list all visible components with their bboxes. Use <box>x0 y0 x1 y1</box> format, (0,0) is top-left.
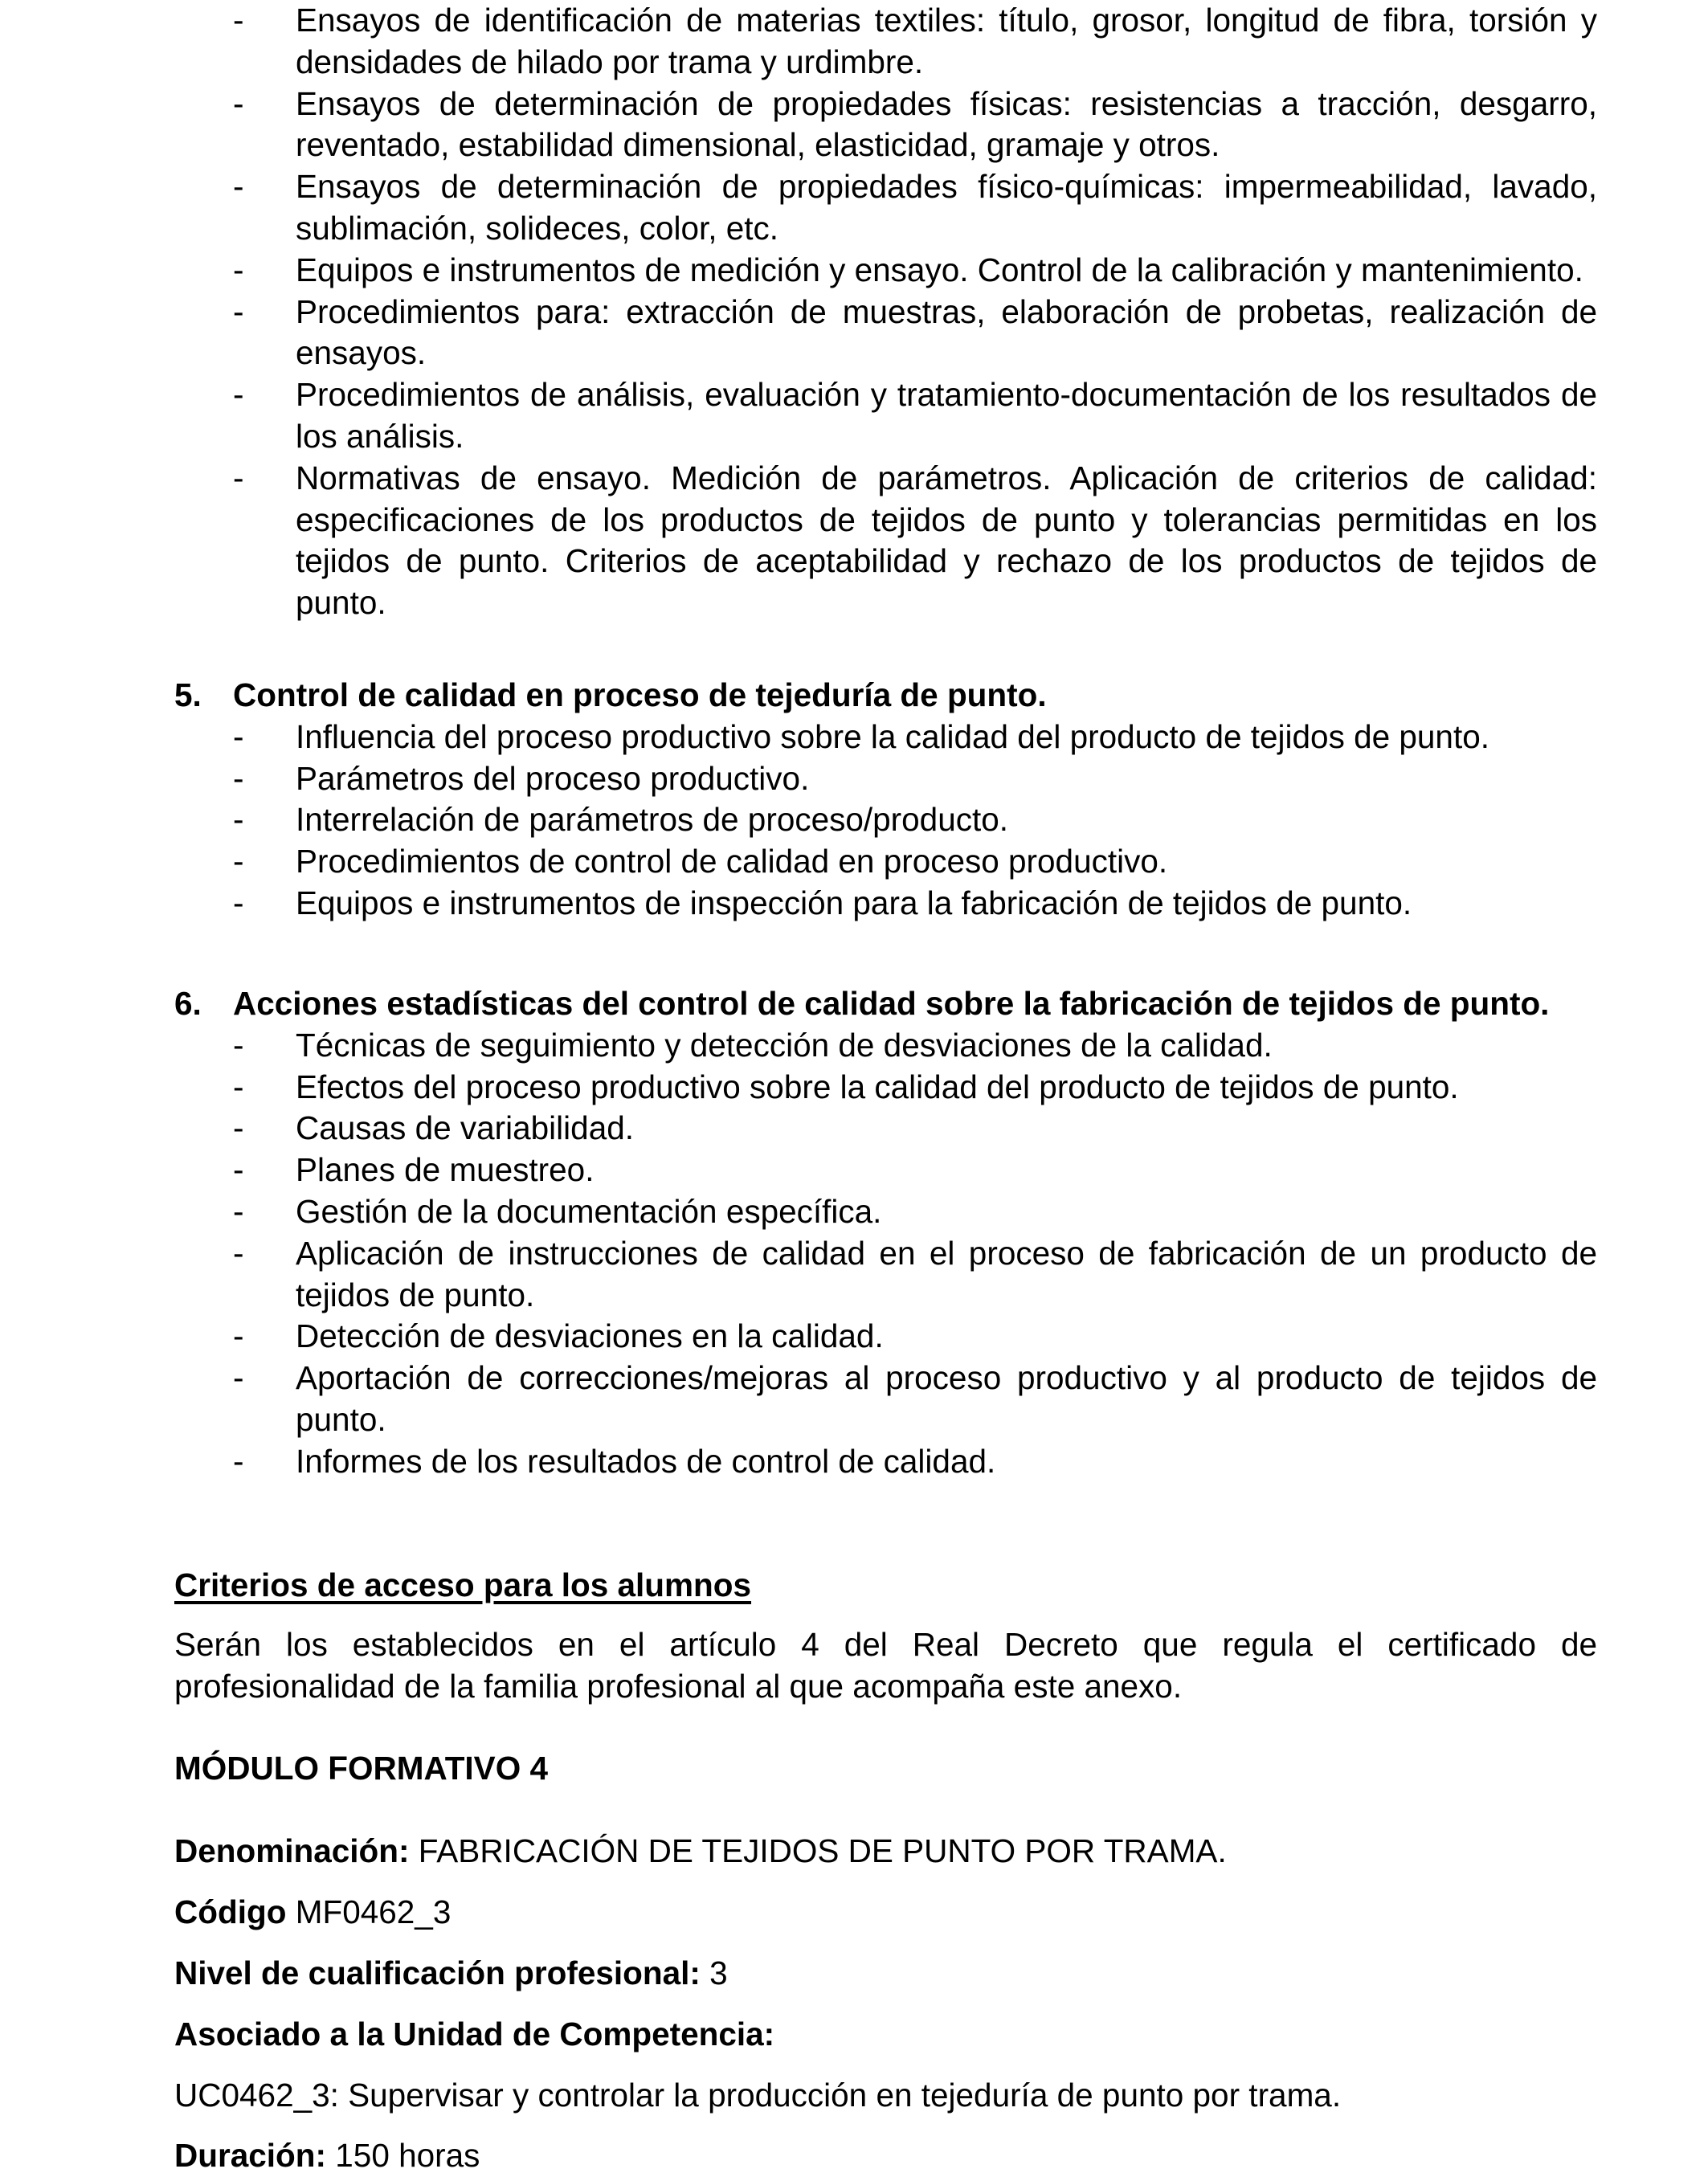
codigo-line: Código MF0462_3 <box>174 1893 452 1930</box>
list-item: - Informes de los resultados de control de calidad. <box>233 1442 996 1480</box>
list-item: - Técnicas de seguimiento y detección de desviaciones de la calidad. <box>233 1026 1273 1064</box>
list-item: - Planes de muestreo. <box>233 1151 595 1189</box>
section5-title: 5. Control de calidad en proceso de tejeduría de punto. <box>174 676 1047 713</box>
list-item: - Gestión de la documentación específica. <box>233 1192 882 1230</box>
list-item: - Detección de desviaciones en la calidad. <box>233 1317 884 1355</box>
list-item: - Ensayos de determinación de propiedades físico-químicas: impermeabilidad, lavado, sublimación, solideces, color, etc. <box>233 168 1597 247</box>
list-item: - Influencia del proceso productivo sobre la calidad del producto de tejidos de punto. <box>233 717 1489 755</box>
list-item: - Parámetros del proceso productivo. <box>233 759 810 797</box>
section6 <box>0 983 1597 1483</box>
list-item: - Procedimientos para: extracción de muestras, elaboración de probetas, realización de ensayos. <box>233 292 1597 372</box>
list-item: - Normativas de ensayo. Medición de parámetros. Aplicación de criterios de calidad: especificaciones de los productos de tejidos de punto y tolerancias permitidas en los tejidos de punto. Criterios de aceptabilidad y rechazo de los productos de tejidos de punto. <box>233 459 1597 622</box>
nivel-line: Nivel de cualificación profesional: 3 <box>174 1954 728 1991</box>
uc-line: UC0462_3: Supervisar y controlar la producción en tejeduría de punto por trama. <box>174 2077 1342 2114</box>
denominacion-line: Denominación: FABRICACIÓN DE TEJIDOS DE PUNTO POR TRAMA. <box>174 1832 1227 1869</box>
section4-list <box>0 0 1597 624</box>
section5 <box>0 675 1597 925</box>
list-item: - Equipos e instrumentos de medición y ensayo. Control de la calibración y mantenimiento. <box>233 251 1583 288</box>
list-item: - Procedimientos de análisis, evaluación y tratamiento-documentación de los resultados de los análisis. <box>233 376 1597 455</box>
criterios-heading: Criterios de acceso para los alumnos <box>174 1566 752 1603</box>
criterios-text: Serán los establecidos en el artículo 4 del Real Decreto que regula el certificado de profesionalidad de la familia profesional al que acompaña este anexo. <box>174 1626 1597 1705</box>
list-item: - Equipos e instrumentos de inspección para la fabricación de tejidos de punto. <box>233 884 1412 921</box>
duracion-line: Duración: 150 horas <box>174 2137 480 2174</box>
list-item: - Aplicación de instrucciones de calidad en el proceso de fabricación de un producto de tejidos de punto. <box>233 1234 1597 1313</box>
list-item: - Aportación de correcciones/mejoras al proceso productivo y al producto de tejidos de punto. <box>233 1359 1597 1438</box>
section6-title: 6. Acciones estadísticas del control de calidad sobre la fabricación de tejidos de punto. <box>174 985 1550 1022</box>
list-item: - Ensayos de determinación de propiedades físicas: resistencias a tracción, desgarro, reventado, estabilidad dimensional, elasticidad, gramaje y otros. <box>233 84 1597 164</box>
modulo-heading: MÓDULO FORMATIVO 4 <box>174 1750 548 1787</box>
asociado-label: Asociado a la Unidad de Competencia: <box>174 2016 775 2052</box>
list-item: - Causas de variabilidad. <box>233 1109 634 1147</box>
list-item: - Procedimientos de control de calidad en proceso productivo. <box>233 843 1168 880</box>
list-item: - Interrelación de parámetros de proceso/producto. <box>233 801 1009 839</box>
list-item: - Efectos del proceso productivo sobre la calidad del producto de tejidos de punto. <box>233 1068 1459 1105</box>
list-item: - Ensayos de identificación de materias textiles: título, grosor, longitud de fibra, torsión y densidades de hilado por trama y urdimbre. <box>233 2 1597 80</box>
